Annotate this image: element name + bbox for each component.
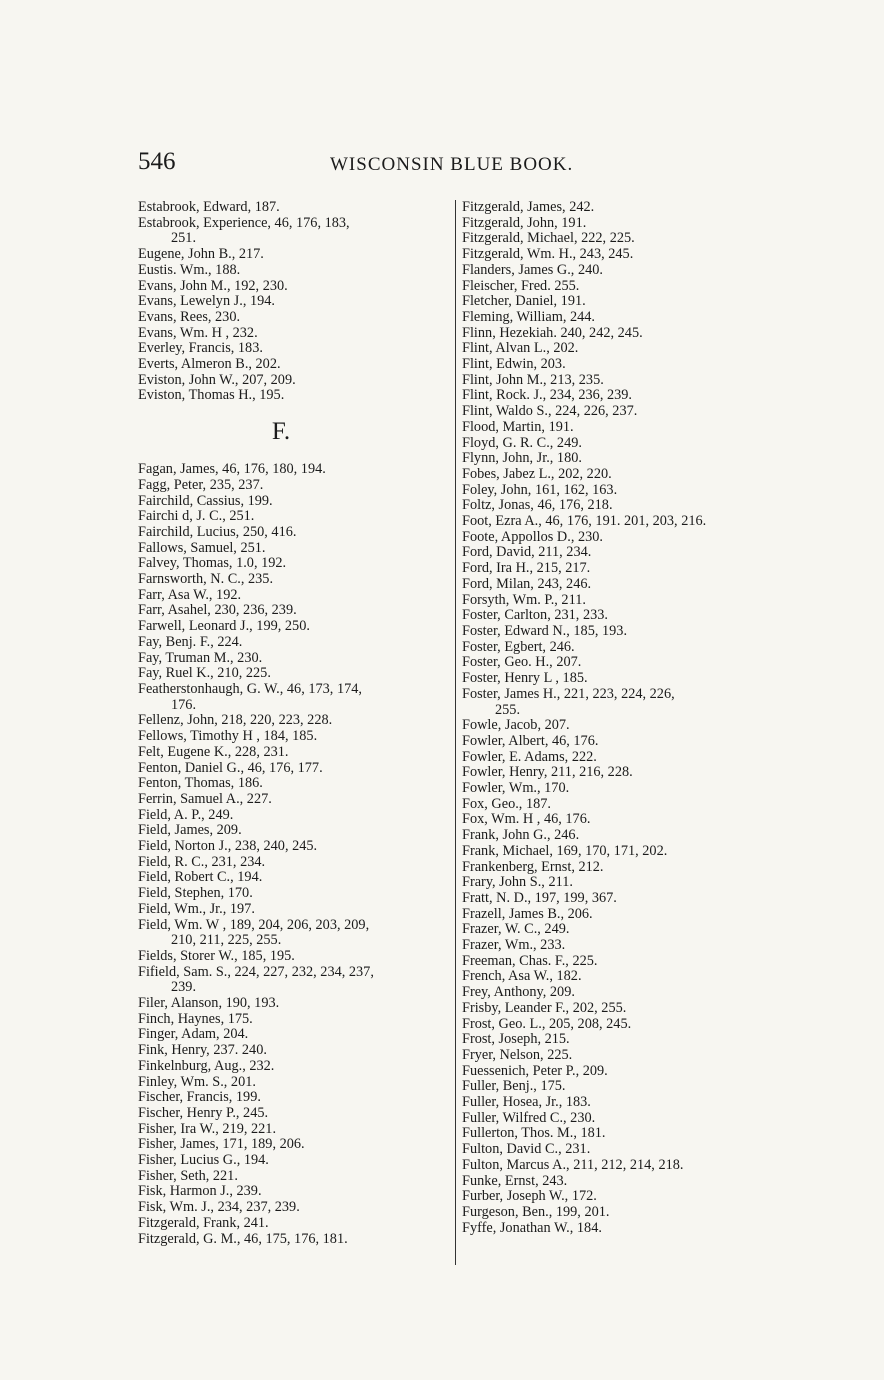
index-entry: Fleischer, Fred. 255. <box>462 277 580 294</box>
index-entry: Frankenberg, Ernst, 212. <box>462 858 604 875</box>
index-entry: Flint, Alvan L., 202. <box>462 340 579 357</box>
index-entry: Fellows, Timothy H , 184, 185. <box>138 728 318 745</box>
index-entry: Flint, Edwin, 203. <box>462 356 566 373</box>
index-entry: Featherstonhaugh, G. W., 46, 173, 174, <box>138 680 362 697</box>
index-entry: Fryer, Nelson, 225. <box>462 1046 573 1063</box>
index-entry: Fowler, Wm., 170. <box>462 780 570 797</box>
index-entry: Foley, John, 161, 162, 163. <box>462 481 618 498</box>
index-entry: Fobes, Jabez L., 202, 220. <box>462 465 612 482</box>
index-entry: Fisher, James, 171, 189, 206. <box>138 1136 305 1153</box>
index-entry: Fischer, Henry P., 245. <box>138 1104 269 1121</box>
index-entry: Frary, John S., 211. <box>462 874 573 891</box>
index-entry: Fischer, Francis, 199. <box>138 1089 261 1106</box>
index-entry: Estabrook, Experience, 46, 176, 183, <box>138 214 350 231</box>
index-entry: Fenton, Daniel G., 46, 176, 177. <box>138 759 323 776</box>
index-entry: Floyd, G. R. C., 249. <box>462 434 582 451</box>
index-entry: Felt, Eugene K., 228, 231. <box>138 743 289 760</box>
index-entry: Evans, John M., 192, 230. <box>138 277 288 294</box>
index-entry: Fitzgerald, Frank, 241. <box>138 1214 269 1231</box>
index-entry: Fowle, Jacob, 207. <box>462 717 570 734</box>
index-entry: Eviston, John W., 207, 209. <box>138 371 296 388</box>
index-entry: Frost, Joseph, 215. <box>462 1031 570 1048</box>
index-entry: Finch, Haynes, 175. <box>138 1010 253 1027</box>
index-entry: Fenton, Thomas, 186. <box>138 775 263 792</box>
index-entry: Evans, Wm. H , 232. <box>138 324 258 341</box>
index-entry: Flint, Waldo S., 224, 226, 237. <box>462 403 638 420</box>
index-column-right <box>462 200 784 1236</box>
index-entry: Frazell, James B., 206. <box>462 905 593 922</box>
index-entry-continuation: 239. <box>171 979 197 996</box>
index-entry: Everts, Almeron B., 202. <box>138 356 281 373</box>
page-header <box>138 148 778 178</box>
index-entry: Finley, Wm. S., 201. <box>138 1073 256 1090</box>
index-entry: Frisby, Leander F., 202, 255. <box>462 999 627 1016</box>
index-entry: Field, Wm. W , 189, 204, 206, 203, 209, <box>138 916 370 933</box>
index-entry: Flood, Martin, 191. <box>462 418 574 435</box>
index-entry: Fink, Henry, 237. 240. <box>138 1042 267 1059</box>
index-entry: Filer, Alanson, 190, 193. <box>138 995 280 1012</box>
index-entry: Fletcher, Daniel, 191. <box>462 293 586 310</box>
index-entry: Farwell, Leonard J., 199, 250. <box>138 618 310 635</box>
index-column-left <box>138 200 450 1247</box>
index-entry: Fowler, Albert, 46, 176. <box>462 732 599 749</box>
index-entry: Fellenz, John, 218, 220, 223, 228. <box>138 712 333 729</box>
index-entry: Fisher, Lucius G., 194. <box>138 1152 269 1169</box>
index-entry: Frey, Anthony, 209. <box>462 984 575 1001</box>
index-entry: Field, Wm., Jr., 197. <box>138 900 255 917</box>
index-entry: Eugene, John B., 217. <box>138 246 264 263</box>
index-entry: Fifield, Sam. S., 224, 227, 232, 234, 237, <box>138 963 374 980</box>
index-entry: Evans, Lewelyn J., 194. <box>138 293 275 310</box>
index-entry: Flint, John M., 213, 235. <box>462 371 604 388</box>
index-entry: Fuller, Wilfred C., 230. <box>462 1109 596 1126</box>
index-entry: Fitzgerald, Wm. H., 243, 245. <box>462 246 634 263</box>
index-entry: Furber, Joseph W., 172. <box>462 1188 597 1205</box>
index-entry: Farr, Asa W., 192. <box>138 586 242 603</box>
index-entry: Fagg, Peter, 235, 237. <box>138 476 264 493</box>
index-entry: Fyffe, Jonathan W., 184. <box>462 1219 602 1236</box>
index-entry: Everley, Francis, 183. <box>138 340 263 357</box>
index-entry: Fitzgerald, James, 242. <box>462 199 595 215</box>
index-entry: Foote, Appollos D., 230. <box>462 528 603 545</box>
index-entry: Evans, Rees, 230. <box>138 308 241 325</box>
index-entry: Field, A. P., 249. <box>138 806 234 823</box>
index-entry: Field, Stephen, 170. <box>138 885 253 902</box>
index-entry: Frazer, W. C., 249. <box>462 921 570 938</box>
index-entry: Fitzgerald, G. M., 46, 175, 176, 181. <box>138 1230 348 1247</box>
index-entry: Fisher, Ira W., 219, 221. <box>138 1120 277 1137</box>
index-entry: Freeman, Chas. F., 225. <box>462 952 598 969</box>
index-entry: Falvey, Thomas, 1.0, 192. <box>138 555 287 572</box>
index-entry: Foster, Carlton, 231, 233. <box>462 607 608 624</box>
index-entry: Fallows, Samuel, 251. <box>138 539 266 556</box>
index-entry: Fulton, Marcus A., 211, 212, 214, 218. <box>462 1156 684 1173</box>
index-entry: Fagan, James, 46, 176, 180, 194. <box>138 461 326 478</box>
index-entry: Fowler, E. Adams, 222. <box>462 748 597 765</box>
index-entry: Estabrook, Edward, 187. <box>138 199 280 215</box>
index-entry: Fox, Wm. H , 46, 176. <box>462 811 591 828</box>
index-entry: Field, Norton J., 238, 240, 245. <box>138 838 318 855</box>
index-entry: Frank, John G., 246. <box>462 827 580 844</box>
index-entry-continuation: 176. <box>171 696 197 713</box>
index-entry: Fitzgerald, John, 191. <box>462 214 587 231</box>
index-entry: Finkelnburg, Aug., 232. <box>138 1057 275 1074</box>
index-entry: Furgeson, Ben., 199, 201. <box>462 1204 610 1220</box>
index-entry: Foster, Egbert, 246. <box>462 638 575 655</box>
index-entry: Fox, Geo., 187. <box>462 795 551 812</box>
index-entry: Finger, Adam, 204. <box>138 1026 249 1043</box>
page-number: 546 <box>138 148 176 175</box>
index-entry: Fuessenich, Peter P., 209. <box>462 1062 608 1079</box>
column-divider <box>455 200 456 1265</box>
running-title: WISCONSIN BLUE BOOK. <box>330 154 574 175</box>
index-entry-continuation: 255. <box>495 701 521 718</box>
index-entry: Fairchi d, J. C., 251. <box>138 508 255 525</box>
section-letter-heading: F. <box>271 418 291 446</box>
index-entry: Fields, Storer W., 185, 195. <box>138 947 295 964</box>
index-entry: Fratt, N. D., 197, 199, 367. <box>462 889 617 906</box>
index-entry: Ford, David, 211, 234. <box>462 544 592 561</box>
index-entry: Fay, Benj. F., 224. <box>138 633 243 650</box>
index-entry: Foot, Ezra A., 46, 176, 191. 201, 203, 216. <box>462 513 707 530</box>
index-entry: Fuller, Hosea, Jr., 183. <box>462 1094 591 1111</box>
index-entry: Flint, Rock. J., 234, 236, 239. <box>462 387 632 404</box>
index-entry: Fitzgerald, Michael, 222, 225. <box>462 230 635 247</box>
index-entry: Fuller, Benj., 175. <box>462 1078 566 1095</box>
index-entry: Foster, Geo. H., 207. <box>462 654 582 671</box>
index-entry: Fleming, William, 244. <box>462 308 595 325</box>
index-entry: French, Asa W., 182. <box>462 968 582 985</box>
index-entry-continuation: 251. <box>171 230 197 247</box>
index-entry: Ford, Milan, 243, 246. <box>462 575 592 592</box>
index-entry: Fay, Truman M., 230. <box>138 649 263 666</box>
index-entry: Foster, Edward N., 185, 193. <box>462 622 628 639</box>
index-entry: Frazer, Wm., 233. <box>462 937 566 954</box>
index-entry-continuation: 210, 211, 225, 255. <box>171 932 282 949</box>
index-entry: Fairchild, Cassius, 199. <box>138 492 273 509</box>
index-entry: Farnsworth, N. C., 235. <box>138 571 274 588</box>
index-entry: Field, Robert C., 194. <box>138 869 263 886</box>
index-entry: Frost, Geo. L., 205, 208, 245. <box>462 1015 632 1032</box>
index-entry: Fay, Ruel K., 210, 225. <box>138 665 271 682</box>
index-entry: Eustis. Wm., 188. <box>138 261 241 278</box>
index-entry: Flynn, John, Jr., 180. <box>462 450 582 467</box>
index-entry: Field, James, 209. <box>138 822 242 839</box>
index-entry: Flanders, James G., 240. <box>462 261 603 278</box>
index-entry: Funke, Ernst, 243. <box>462 1172 568 1189</box>
index-entry: Fulton, David C., 231. <box>462 1141 591 1158</box>
index-entry: Fowler, Henry, 211, 216, 228. <box>462 764 633 781</box>
index-entry: Ferrin, Samuel A., 227. <box>138 790 272 807</box>
index-entry: Fisk, Wm. J., 234, 237, 239. <box>138 1199 300 1216</box>
index-entry: Foster, James H., 221, 223, 224, 226, <box>462 685 675 702</box>
index-entry: Fairchild, Lucius, 250, 416. <box>138 523 297 540</box>
index-entry: Foltz, Jonas, 46, 176, 218. <box>462 497 613 514</box>
index-entry: Field, R. C., 231, 234. <box>138 853 266 870</box>
index-entry: Ford, Ira H., 215, 217. <box>462 560 591 577</box>
index-entry: Eviston, Thomas H., 195. <box>138 387 285 404</box>
index-entry: Forsyth, Wm. P., 211. <box>462 591 586 608</box>
index-entry: Fisk, Harmon J., 239. <box>138 1183 262 1200</box>
index-entry: Foster, Henry L , 185. <box>462 670 588 687</box>
index-entry: Fullerton, Thos. M., 181. <box>462 1125 606 1142</box>
index-entry: Farr, Asahel, 230, 236, 239. <box>138 602 297 619</box>
index-entry: Fisher, Seth, 221. <box>138 1167 238 1184</box>
index-entry: Frank, Michael, 169, 170, 171, 202. <box>462 842 668 859</box>
index-entry: Flinn, Hezekiah. 240, 242, 245. <box>462 324 643 341</box>
